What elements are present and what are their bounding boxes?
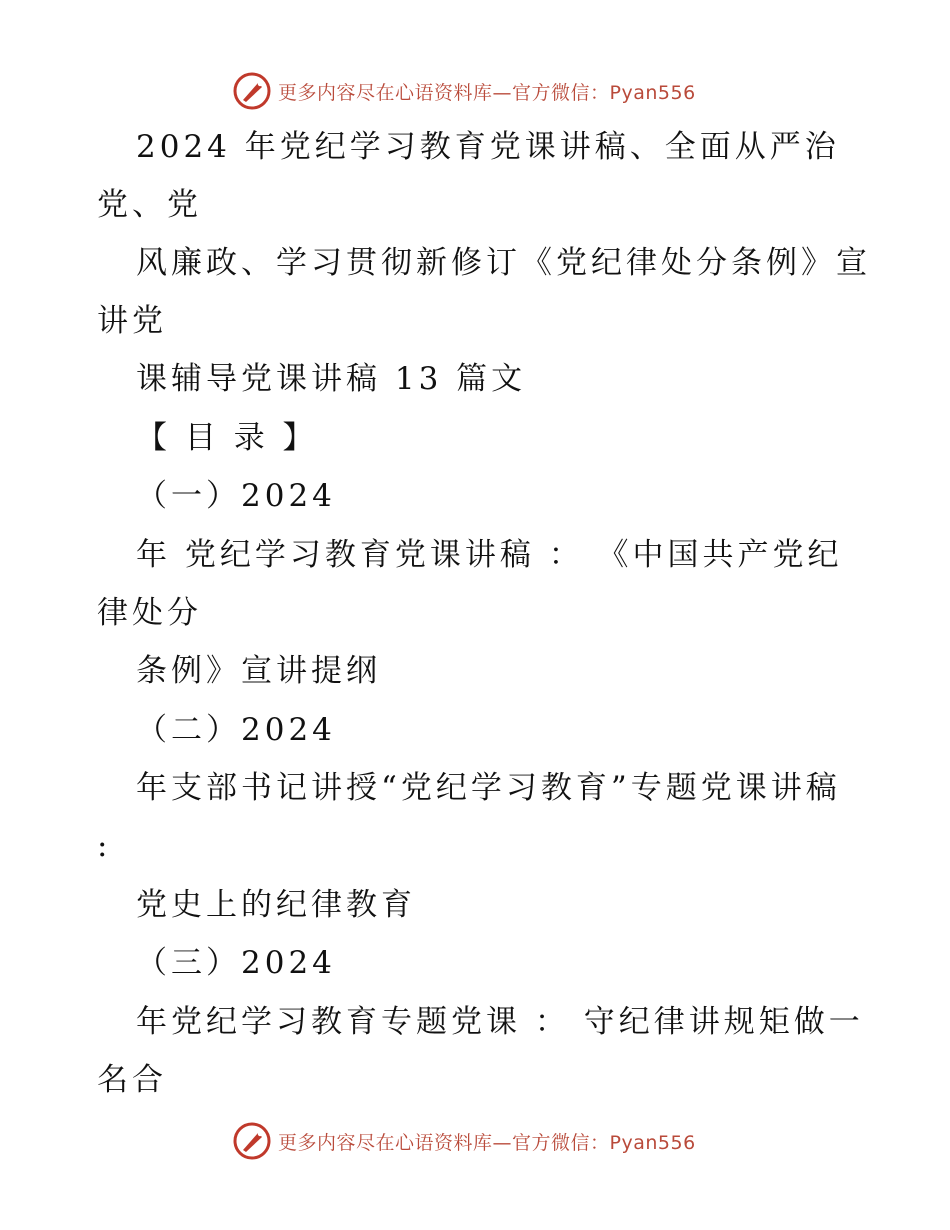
toc-item-3-line-1: 年党纪学习教育专题党课 ： 守纪律讲规矩做一	[136, 1004, 864, 1040]
title-line-1: 2024 年党纪学习教育党课讲稿、全面从严治	[136, 129, 840, 165]
pen-nib-logo-icon	[232, 71, 272, 111]
title-line-2: 党、党	[97, 187, 202, 223]
watermark-header	[232, 71, 696, 111]
toc-item-1-line-1: 年 党纪学习教育党课讲稿 ： 《中国共产党纪	[136, 537, 843, 573]
toc-item-2-line-1: 年支部书记讲授“党纪学习教育”专题党课讲稿	[136, 770, 841, 806]
title-line-5: 课辅导党课讲稿 13 篇文	[136, 361, 527, 397]
toc-item-2-number: （二）2024	[136, 712, 336, 748]
toc-item-1-line-3: 条例》宣讲提纲	[136, 653, 381, 689]
toc-item-2-line-3: 党史上的纪律教育	[136, 887, 416, 923]
toc-item-2-line-2: :	[97, 828, 112, 864]
toc-item-3-line-2: 名合	[97, 1062, 167, 1098]
toc-heading: 【 目 录 】	[136, 420, 318, 456]
toc-item-1-number: （一）2024	[136, 478, 336, 514]
title-line-4: 讲党	[97, 303, 167, 339]
watermark-text: 更多内容尽在心语资料库—官方微信：Pyan556	[278, 81, 696, 104]
pen-nib-logo-icon	[232, 1121, 272, 1161]
toc-item-3-number: （三）2024	[136, 945, 336, 981]
watermark-text: 更多内容尽在心语资料库—官方微信：Pyan556	[278, 1131, 696, 1154]
title-line-3: 风廉政、学习贯彻新修订《党纪律处分条例》宣	[136, 245, 871, 281]
watermark-footer	[232, 1121, 696, 1161]
toc-item-1-line-2: 律处分	[97, 595, 202, 631]
